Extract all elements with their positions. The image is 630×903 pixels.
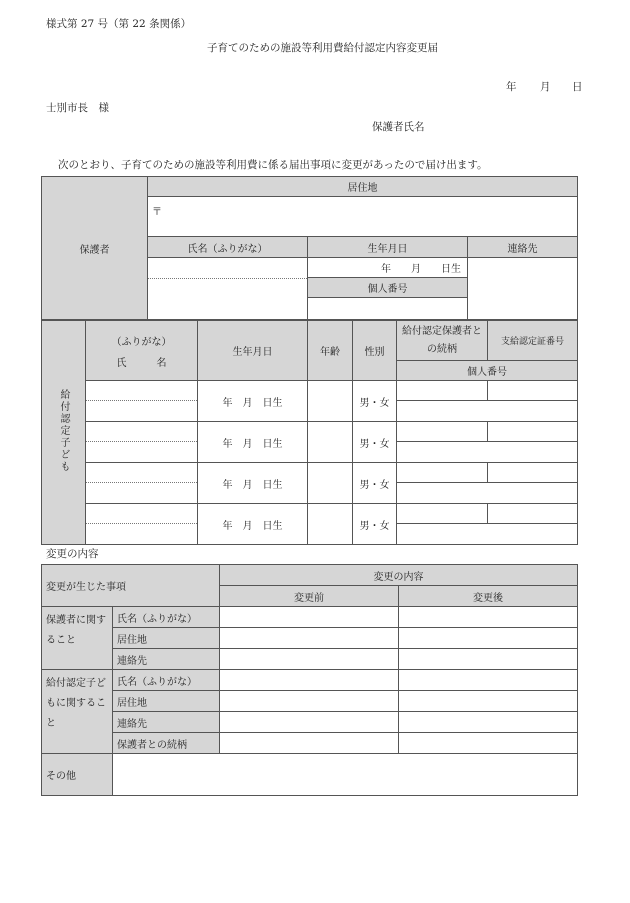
child-2-personal-number-boxes[interactable]: [397, 442, 578, 463]
child-2-relation[interactable]: [397, 422, 488, 442]
child-3-sex[interactable]: 男・女: [353, 463, 397, 504]
addressee: 士別市長 様: [46, 102, 109, 114]
guardian-contact-before[interactable]: [220, 649, 399, 670]
address-header: 居住地: [148, 177, 578, 197]
child-4-sex[interactable]: 男・女: [353, 504, 397, 545]
child-2-cert[interactable]: [488, 422, 578, 442]
cert-header: 支給認定証番号: [488, 321, 578, 361]
guardian-address-before[interactable]: [220, 628, 399, 649]
date-month-label: 月: [540, 81, 551, 93]
child-name-header: [86, 321, 198, 381]
child-4-cert[interactable]: [488, 504, 578, 524]
after-header: 変更後: [399, 586, 578, 607]
other-field[interactable]: [113, 754, 578, 796]
child-3-age[interactable]: [308, 463, 353, 504]
child-3-name-field[interactable]: [86, 463, 198, 504]
child-change-item-name: 氏名（ふりがな）: [113, 670, 220, 691]
guardian-change-item-address: 居住地: [113, 628, 220, 649]
contact-header: 連絡先: [468, 237, 578, 258]
child-address-after[interactable]: [399, 691, 578, 712]
child-change-group: 給付認定子どもに関すること: [42, 670, 113, 754]
child-3-relation[interactable]: [397, 463, 488, 483]
before-header: 変更前: [220, 586, 399, 607]
child-1-birth[interactable]: 年 月 日生: [198, 381, 308, 422]
change-section-label: 変更の内容: [46, 548, 99, 560]
child-3-cert[interactable]: [488, 463, 578, 483]
child-1-personal-number-boxes[interactable]: [397, 401, 578, 422]
child-name-header-text: 氏 名: [116, 357, 167, 369]
birth-header: 生年月日: [308, 237, 468, 258]
child-1-relation[interactable]: [397, 381, 488, 401]
change-item-header: 変更が生じた事項: [42, 565, 220, 607]
child-name-after[interactable]: [399, 670, 578, 691]
child-1-sex[interactable]: 男・女: [353, 381, 397, 422]
guardian-change-item-contact: 連絡先: [113, 649, 220, 670]
guardian-contact-after[interactable]: [399, 649, 578, 670]
child-sex-header: 性別: [353, 321, 397, 381]
guardian-contact-field[interactable]: [468, 258, 578, 320]
children-section-text: 給付認定子ども: [58, 389, 69, 473]
changes-table: [41, 564, 578, 796]
guardian-furigana-line: [148, 258, 307, 279]
child-2-birth[interactable]: 年 月 日生: [198, 422, 308, 463]
date-day-label: 日: [572, 81, 583, 93]
guardian-name-field[interactable]: [148, 258, 308, 320]
child-4-age[interactable]: [308, 504, 353, 545]
guardian-table: [41, 176, 578, 320]
title-text: 子育てのための施設等利用費給付認定内容変更届: [207, 42, 438, 54]
personal-number-header: 個人番号: [308, 278, 468, 298]
change-content-header: 変更の内容: [220, 565, 578, 586]
child-relation-after[interactable]: [399, 733, 578, 754]
child-4-birth[interactable]: 年 月 日生: [198, 504, 308, 545]
child-contact-after[interactable]: [399, 712, 578, 733]
child-4-personal-number-boxes[interactable]: [397, 524, 578, 545]
child-2-sex[interactable]: 男・女: [353, 422, 397, 463]
form-number: 様式第 27 号（第 22 条関係）: [46, 18, 192, 30]
child-birth-header: 生年月日: [198, 321, 308, 381]
guardian-address-after[interactable]: [399, 628, 578, 649]
child-change-item-address: 居住地: [113, 691, 220, 712]
date-year-label: 年: [506, 81, 517, 93]
guardian-change-item-name: 氏名（ふりがな）: [113, 607, 220, 628]
child-1-cert[interactable]: [488, 381, 578, 401]
intro-text: 次のとおり、子育てのための施設等利用費に係る届出事項に変更があったので届け出ます。: [58, 159, 488, 171]
guardian-change-group: 保護者に関すること: [42, 607, 113, 670]
guardian-personal-number-boxes[interactable]: [308, 298, 468, 320]
other-label: その他: [42, 754, 113, 796]
child-contact-before[interactable]: [220, 712, 399, 733]
postal-mark: 〒: [152, 207, 162, 218]
guardian-name-before[interactable]: [220, 607, 399, 628]
guardian-name-after[interactable]: [399, 607, 578, 628]
child-4-name-field[interactable]: [86, 504, 198, 545]
child-3-birth[interactable]: 年 月 日生: [198, 463, 308, 504]
child-relation-before[interactable]: [220, 733, 399, 754]
child-change-item-relation: 保護者との続柄: [113, 733, 220, 754]
child-3-personal-number-boxes[interactable]: [397, 483, 578, 504]
child-age-header: 年齢: [308, 321, 353, 381]
guardian-birth-field[interactable]: 年 月 日生: [308, 258, 468, 278]
child-2-name-field[interactable]: [86, 422, 198, 463]
child-address-before[interactable]: [220, 691, 399, 712]
child-personal-number-header: 個人番号: [397, 361, 578, 381]
name-header: 氏名（ふりがな）: [148, 237, 308, 258]
guardian-name-label: 保護者氏名: [372, 121, 425, 133]
child-1-age[interactable]: [308, 381, 353, 422]
children-table: [41, 320, 578, 545]
child-furigana-header: （ふりがな）: [111, 336, 172, 348]
child-2-age[interactable]: [308, 422, 353, 463]
guardian-section-label: 保護者: [42, 177, 148, 320]
child-4-relation[interactable]: [397, 504, 488, 524]
address-field[interactable]: [148, 197, 578, 237]
children-section-label: [42, 321, 86, 545]
child-change-item-contact: 連絡先: [113, 712, 220, 733]
child-name-before[interactable]: [220, 670, 399, 691]
relation-header: 給付認定保護者との続柄: [397, 321, 488, 361]
form-title: [0, 43, 630, 54]
child-1-name-field[interactable]: [86, 381, 198, 422]
